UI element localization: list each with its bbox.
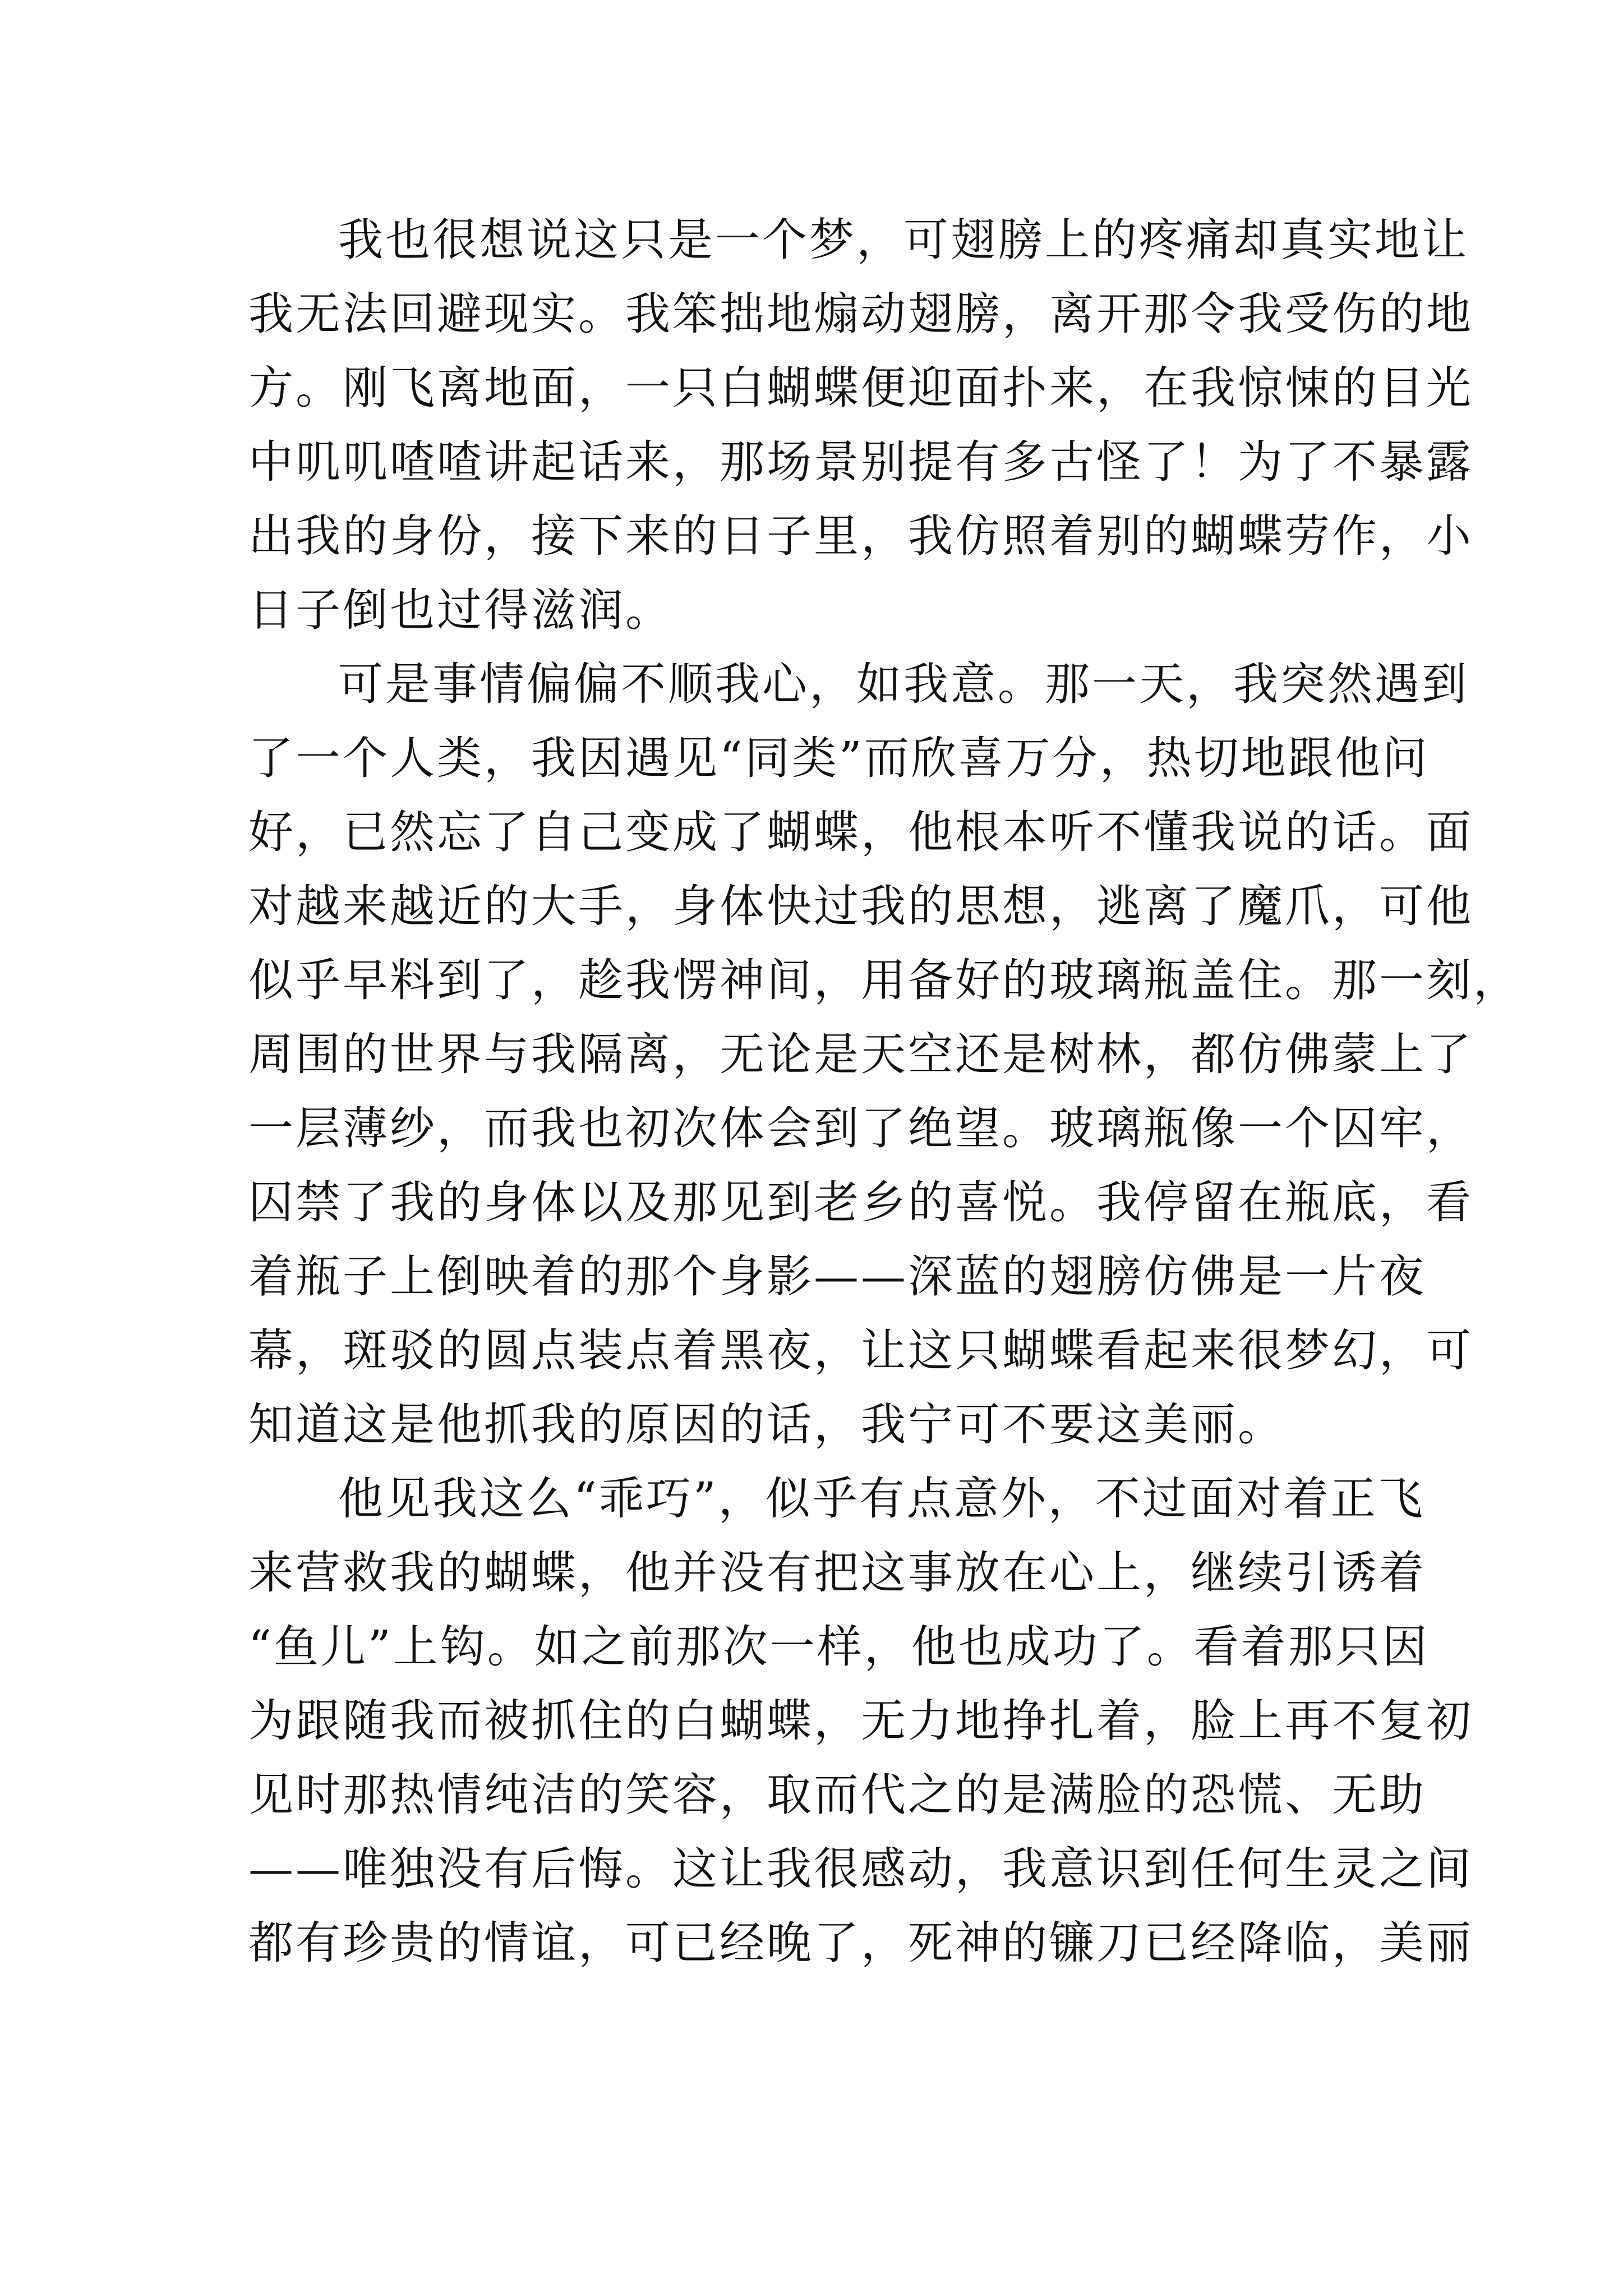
text-line: 一层薄纱，而我也初次体会到了绝望。玻璃瓶像一个囚牢， xyxy=(248,1102,1473,1154)
text-line: 出我的身份，接下来的日子里，我仿照着别的蝴蝶劳作，小 xyxy=(248,510,1473,562)
text-line: 周围的世界与我隔离，无论是天空还是树林，都仿佛蒙上了 xyxy=(248,1028,1473,1080)
paragraph-2 xyxy=(248,647,1520,1462)
text-line: ——唯独没有后悔。这让我很感动，我意识到任何生灵之间 xyxy=(248,1843,1473,1895)
text-line: 日子倒也过得滋润。 xyxy=(248,584,672,636)
text-line: 我无法回避现实。我笨拙地煽动翅膀，离开那令我受伤的地 xyxy=(248,288,1473,340)
paragraph-3 xyxy=(248,1462,1473,1980)
text-line: 方。刚飞离地面，一只白蝴蝶便迎面扑来，在我惊悚的目光 xyxy=(248,362,1473,414)
text-line: 都有珍贵的情谊，可已经晚了，死神的镰刀已经降临，美丽 xyxy=(248,1917,1473,1969)
text-line: 了一个人类，我因遇见“同类”而欣喜万分，热切地跟他问 xyxy=(248,732,1430,784)
text-line: 中叽叽喳喳讲起话来，那场景别提有多古怪了！为了不暴露 xyxy=(248,436,1473,488)
text-line: 可是事情偏偏不顺我心，如我意。那一天，我突然遇到 xyxy=(338,658,1469,710)
text-line: 囚禁了我的身体以及那见到老乡的喜悦。我停留在瓶底，看 xyxy=(248,1176,1473,1228)
text-line: 见时那热情纯洁的笑容，取而代之的是满脸的恐慌、无助 xyxy=(248,1769,1426,1821)
text-line: 对越来越近的大手，身体快过我的思想，逃离了魔爪，可他 xyxy=(248,880,1473,932)
text-line: 似乎早料到了，趁我愣神间，用备好的玻璃瓶盖住。那一刻， xyxy=(248,954,1520,1006)
text-line: 为跟随我而被抓住的白蝴蝶，无力地挣扎着，脸上再不复初 xyxy=(248,1695,1473,1747)
paragraph-1 xyxy=(248,203,1473,647)
text-line: 来营救我的蝴蝶，他并没有把这事放在心上，继续引诱着 xyxy=(248,1547,1426,1599)
text-line: 知道这是他抓我的原因的话，我宁可不要这美丽。 xyxy=(248,1398,1285,1451)
text-line: 他见我这么“乖巧”，似乎有点意外，不过面对着正飞 xyxy=(338,1473,1425,1525)
text-line: 幕，斑驳的圆点装点着黑夜，让这只蝴蝶看起来很梦幻，可 xyxy=(248,1324,1473,1377)
text-line: 着瓶子上倒映着的那个身影——深蓝的翅膀仿佛是一片夜 xyxy=(248,1250,1426,1303)
body-text xyxy=(248,203,1520,1980)
text-line: 好，已然忘了自己变成了蝴蝶，他根本听不懂我说的话。面 xyxy=(248,806,1473,858)
text-line: 我也很想说这只是一个梦，可翅膀上的疼痛却真实地让 xyxy=(338,214,1469,266)
text-line: “鱼儿”上钩。如之前那次一样，他也成功了。看着那只因 xyxy=(248,1621,1430,1673)
